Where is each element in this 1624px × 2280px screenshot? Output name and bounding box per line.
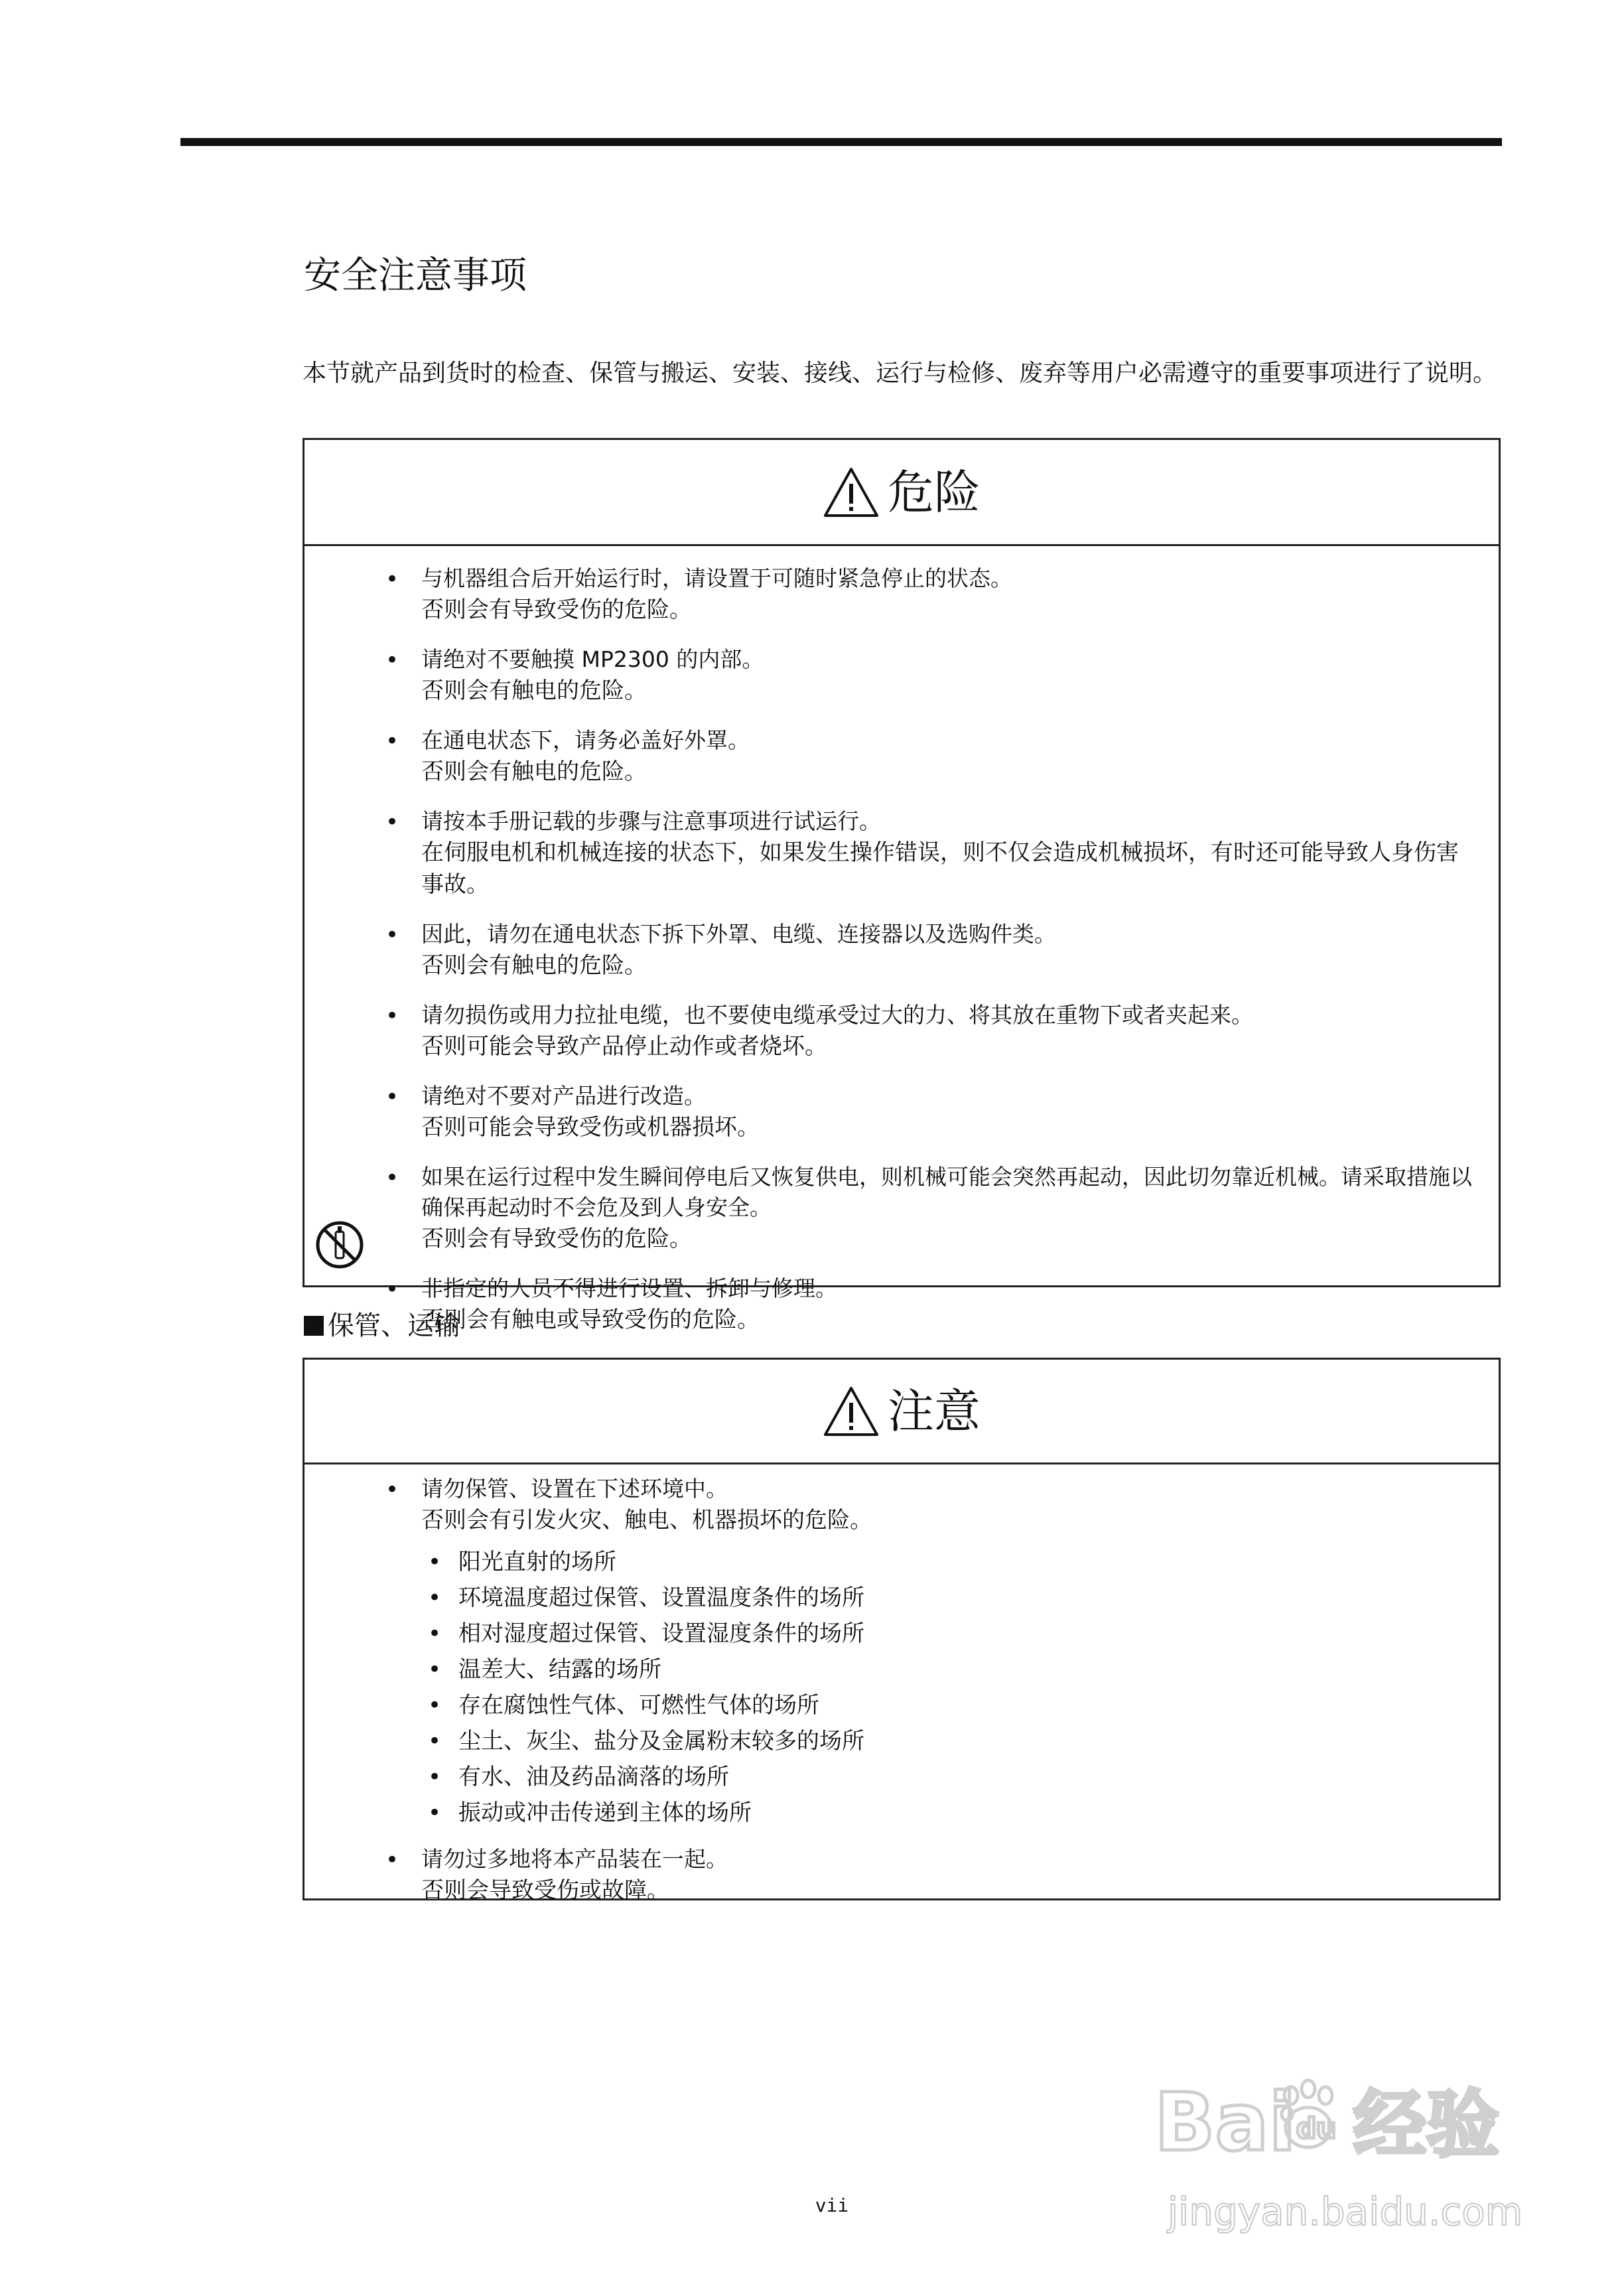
bullet-icon: •: [428, 1585, 442, 1611]
list-item: [304, 1474, 1499, 1831]
bullet-icon: •: [428, 1692, 442, 1719]
item-lead: 请按本手册记载的步骤与注意事项进行试运行。: [421, 808, 881, 834]
danger-list: [304, 546, 1499, 1336]
bullet-icon: •: [385, 1476, 399, 1503]
list-item: [304, 806, 1499, 900]
item-body: 否则会有导致受伤的危险。: [421, 597, 692, 623]
page-title: 安全注意事项: [304, 254, 527, 297]
item-body: 否则会有导致受伤的危险。: [421, 1226, 692, 1252]
page-number: vii: [815, 2194, 849, 2216]
caution-list: [304, 1464, 1499, 1906]
list-item: [304, 1000, 1499, 1062]
bullet-icon: •: [428, 1800, 442, 1826]
item-body: 否则可能会导致产品停止动作或者烧坏。: [421, 1033, 827, 1060]
item-lead: 在通电状态下，请务必盖好外罩。: [421, 727, 750, 753]
bullet-icon: •: [428, 1728, 442, 1754]
list-item: [304, 1081, 1499, 1143]
list-item: [304, 1844, 1499, 1906]
sub-list-item: • 振动或冲击传递到主体的场所: [421, 1795, 1476, 1831]
item-body: 在伺服电机和机械连接的状态下，如果发生操作错误，则不仅会造成机械损坏，有时还可能导致人身伤害事故。: [421, 839, 1459, 898]
list-item: [304, 919, 1499, 981]
item-body: 否则会有触电的危险。: [421, 952, 647, 979]
item-lead: 如果在运行过程中发生瞬间停电后又恢复供电，则机械可能会突然再起动，因此切勿靠近机械。请采取措施以确保再起动时不会危及到人身安全。: [421, 1164, 1472, 1220]
item-lead: 与机器组合后开始运行时，请设置于可随时紧急停止的状态。: [421, 565, 1012, 591]
list-item: [304, 644, 1499, 707]
item-lead: 请勿保管、设置在下述环境中。: [421, 1476, 728, 1502]
item-body: 否则会有触电或导致受伤的危险。: [421, 1307, 760, 1333]
caution-box: [303, 1358, 1501, 1904]
sub-list-item: • 温差大、结露的场所: [421, 1652, 1476, 1687]
item-body: 否则会有触电的危险。: [421, 677, 647, 704]
list-item: [304, 725, 1499, 788]
svg-text:du: du: [1296, 2112, 1336, 2145]
bullet-icon: •: [385, 809, 399, 835]
environment-sublist: [421, 1544, 1476, 1831]
bullet-icon: •: [385, 1847, 399, 1873]
no-disassembly-icon: [314, 1220, 365, 1270]
list-item: [304, 563, 1499, 626]
bullet-icon: •: [385, 1003, 399, 1029]
item-body: 否则会有触电的危险。: [421, 758, 647, 785]
item-body: 否则会有引发火灾、触电、机器损坏的危险。: [421, 1507, 872, 1533]
item-lead: 请绝对不要对产品进行改造。: [421, 1083, 706, 1109]
bullet-icon: •: [385, 1276, 399, 1303]
warning-triangle-icon: [823, 466, 880, 518]
warning-triangle-icon: [823, 1386, 880, 1437]
bullet-icon: •: [385, 647, 399, 674]
caution-box-header: [304, 1360, 1499, 1464]
sub-list-item: • 存在腐蚀性气体、可燃性气体的场所: [421, 1687, 1476, 1723]
bullet-icon: •: [385, 566, 399, 593]
list-item: [304, 1162, 1499, 1255]
item-lead: 请绝对不要触摸 MP2300 的内部。: [421, 646, 764, 672]
caution-heading: 注意: [888, 1384, 981, 1439]
sub-list-item: • 尘土、灰尘、盐分及金属粉末较多的场所: [421, 1723, 1476, 1759]
bullet-icon: •: [385, 1165, 399, 1191]
bullet-icon: •: [428, 1549, 442, 1575]
danger-box-header: [304, 440, 1499, 546]
item-body: 否则可能会导致受伤或机器损坏。: [421, 1114, 760, 1141]
item-lead: 非指定的人员不得进行设置、拆卸与修理。: [421, 1275, 837, 1301]
svg-text:Bai: Bai: [1154, 2077, 1296, 2169]
item-lead: 因此，请勿在通电状态下拆下外罩、电缆、连接器以及选购件类。: [421, 921, 1056, 947]
bullet-icon: •: [428, 1620, 442, 1647]
intro-paragraph: 本节就产品到货时的检查、保管与搬运、安装、接线、运行与检修、废弃等用户必需遵守的重要事项进行了说明。: [303, 360, 1497, 387]
item-lead: 请勿损伤或用力拉扯电缆，也不要使电缆承受过大的力、将其放在重物下或者夹起来。: [421, 1002, 1253, 1028]
sub-list-item: • 环境温度超过保管、设置温度条件的场所: [421, 1580, 1476, 1616]
storage-heading-text: 保管、运输: [328, 1311, 460, 1341]
item-lead: 请勿过多地将本产品装在一起。: [421, 1846, 728, 1872]
square-bullet-icon: [304, 1316, 324, 1336]
item-body: 否则会导致受伤或故障。: [421, 1877, 669, 1904]
bullet-icon: •: [385, 1084, 399, 1110]
svg-text:经验: 经验: [1353, 2082, 1499, 2167]
list-item: [304, 1273, 1499, 1336]
bullet-icon: •: [428, 1764, 442, 1790]
top-rule: [180, 138, 1502, 146]
danger-heading: 危险: [888, 464, 981, 520]
baidu-logo: [1154, 2064, 1526, 2170]
sub-list-item: • 有水、油及药品滴落的场所: [421, 1759, 1476, 1795]
bullet-icon: •: [385, 922, 399, 948]
sub-list-item: • 相对湿度超过保管、设置湿度条件的场所: [421, 1616, 1476, 1652]
sub-list-item: • 阳光直射的场所: [421, 1544, 1476, 1580]
watermark-url: jingyan.baidu.com: [1168, 2189, 1523, 2234]
storage-section-heading: [304, 1307, 460, 1344]
bullet-icon: •: [385, 728, 399, 754]
bullet-icon: •: [428, 1656, 442, 1683]
baidu-jingyan-watermark: [1154, 2037, 1526, 2249]
